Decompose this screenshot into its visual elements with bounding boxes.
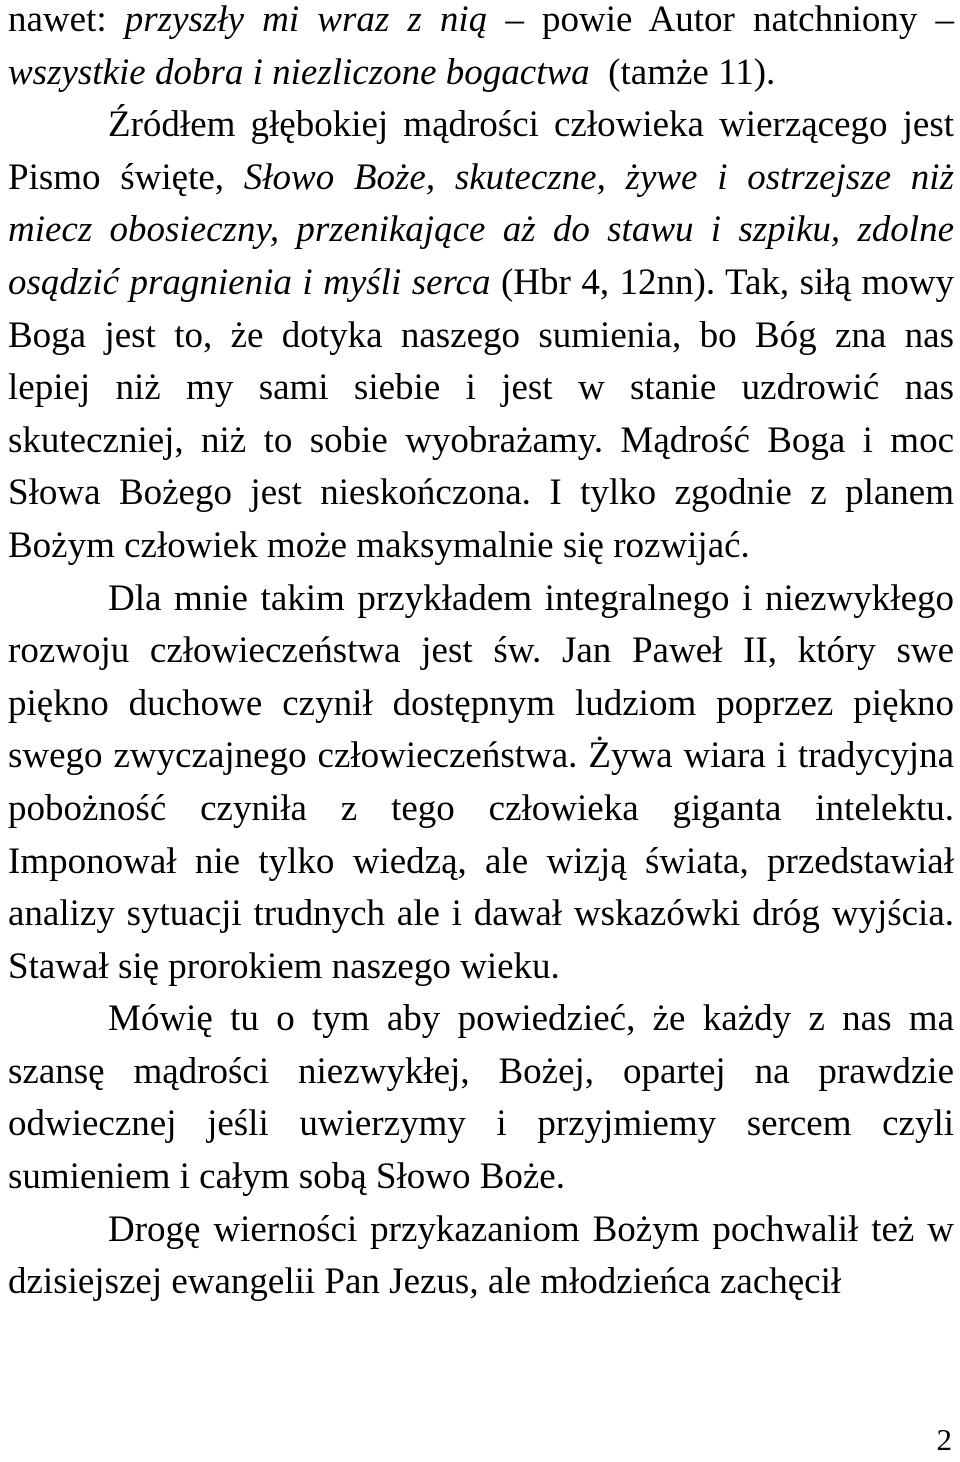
paragraph-2-quote: Słowo Boże, skuteczne, żywe i ostrzejsze niż miecz obosieczny, przenikające aż do stawu i szpiku, zdolne osądzić pragnienia i myśli serca: [8, 156, 954, 303]
paragraph-1-quote-1: przyszły mi wraz z nią: [124, 0, 488, 40]
paragraph-1: [8, 0, 954, 99]
paragraph-2: [8, 99, 954, 572]
paragraph-1-text-2: – powie Autor natchniony –: [487, 0, 954, 40]
page-number: 2: [936, 1422, 952, 1457]
paragraph-5: Drogę wierności przykazaniom Bożym pochwalił też w dzisiejszej ewangelii Pan Jezus, ale młodzieńca zachęcił: [8, 1208, 954, 1303]
paragraph-1-quote-2: wszystkie dobra i niezliczone bogactwa: [8, 51, 590, 93]
paragraph-4: Mówię tu o tym aby powiedzieć, że każdy z nas ma szansę mądrości niezwykłej, Bożej, opartej na prawdzie odwiecznej jeśli uwierzymy i przyjmiemy sercem czyli sumieniem i całym sobą Słowo Boże.: [8, 998, 954, 1198]
paragraph-3: Dla mnie takim przykładem integralnego i niezwykłego rozwoju człowieczeństwa jest św. Jan Paweł II, który swe piękno duchowe czynił dostępnym ludziom poprzez piękno swego zwyczajnego człowieczeństwa. Żywa wiara i tradycyjna pobożność czyniła z tego człowieka giganta intelektu. Imponował nie tylko wiedzą, ale wizją świata, przedstawiał analizy sytuacji trudnych ale i dawał wskazówki dróg wyjścia. Stawał się prorokiem naszego wieku.: [8, 577, 954, 987]
document-page: [8, 0, 954, 1309]
paragraph-1-citation: (tamże 11).: [589, 51, 776, 93]
paragraph-2-text-2: (Hbr 4, 12nn). Tak, siłą mowy Boga jest to, że dotyka naszego sumienia, bo Bóg zna nas lepiej niż my sami siebie i jest w stanie uzdrowić nas skuteczniej, niż to sobie wyobrażamy. Mądrość Boga i moc Słowa Bożego jest nieskończona. I tylko zgodnie z planem Bożym człowiek może maksymalnie się rozwijać.: [8, 261, 954, 566]
paragraph-2-text: Źródłem głębokiej mądrości człowieka wierzącego jest Pismo święte,: [8, 104, 954, 198]
paragraph-1-text: nawet:: [8, 0, 125, 40]
